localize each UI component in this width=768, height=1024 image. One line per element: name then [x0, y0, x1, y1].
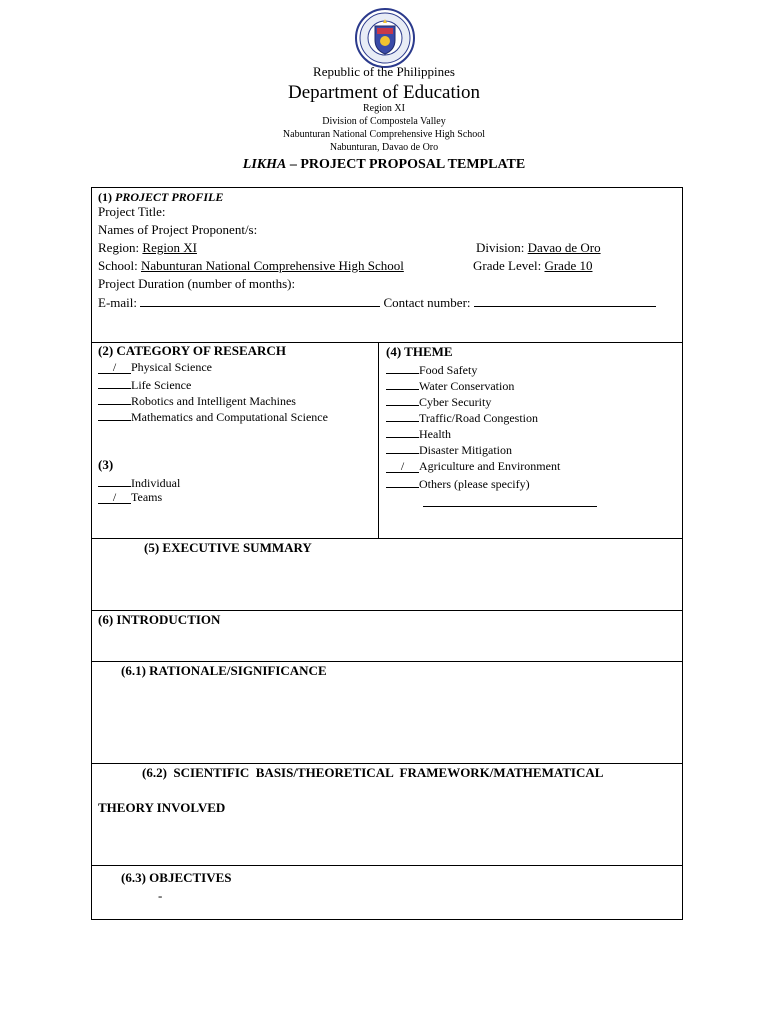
- school-field: [98, 258, 404, 274]
- category-item[interactable]: [98, 359, 212, 375]
- checkbox-blank[interactable]: [98, 473, 131, 487]
- department-title: Department of Education: [287, 82, 481, 103]
- participation-item[interactable]: [98, 489, 162, 505]
- scientific-basis-heading: (6.2) SCIENTIFIC BASIS/THEORETICAL FRAMEWORK/MATHEMATICAL: [142, 765, 604, 780]
- row-divider: [92, 610, 682, 611]
- proposal-form-table: [91, 187, 683, 920]
- region-field: [98, 240, 197, 256]
- checkbox-blank[interactable]: /: [98, 360, 131, 374]
- region-value[interactable]: Region XI: [142, 240, 197, 255]
- row-divider: [92, 763, 682, 764]
- division-label: Division:: [476, 240, 528, 255]
- email-blank[interactable]: [140, 294, 380, 307]
- checkbox-blank[interactable]: [386, 360, 419, 374]
- title-rest: – PROJECT PROPOSAL TEMPLATE: [286, 157, 526, 172]
- grade-field: [473, 258, 592, 274]
- theme-label: Disaster Mitigation: [419, 443, 512, 457]
- checkbox-blank[interactable]: [386, 392, 419, 406]
- introduction-heading: (6) INTRODUCTION: [98, 612, 221, 627]
- title-likha: LIKHA: [242, 157, 287, 172]
- document-title: [0, 157, 768, 173]
- category-label: Robotics and Intelligent Machines: [131, 394, 296, 408]
- theme-label: Water Conservation: [419, 379, 515, 393]
- contact-label: Contact number:: [380, 295, 474, 310]
- theme-label: Food Safety: [419, 363, 478, 377]
- deped-seal-logo: [355, 8, 415, 68]
- checkbox-blank[interactable]: [386, 376, 419, 390]
- grade-value[interactable]: Grade 10: [544, 258, 593, 273]
- school-line: Nabunturan National Comprehensive High School: [282, 129, 486, 140]
- profile-number: (1): [98, 190, 115, 204]
- checkbox-blank[interactable]: [386, 408, 419, 422]
- theme-label: Health: [419, 427, 451, 441]
- email-contact-row: [98, 294, 656, 311]
- theme-label: Others (please specify): [419, 477, 530, 491]
- objectives-heading: (6.3) OBJECTIVES: [121, 870, 232, 885]
- theme-item[interactable]: [386, 440, 512, 458]
- division-field: [476, 240, 601, 256]
- division-line: Division of Compostela Valley: [322, 116, 446, 127]
- checkbox-blank[interactable]: /: [98, 490, 131, 504]
- checkbox-blank[interactable]: [386, 440, 419, 454]
- row-divider: [92, 661, 682, 662]
- checkbox-blank[interactable]: [386, 474, 419, 488]
- category-item[interactable]: [98, 407, 328, 425]
- column-divider: [378, 342, 379, 538]
- theme-item[interactable]: [386, 474, 530, 492]
- proponents-label: Names of Project Proponent/s:: [98, 222, 258, 237]
- republic-line: Republic of the Philippines: [313, 64, 455, 79]
- division-value[interactable]: Davao de Oro: [527, 240, 601, 255]
- row-divider: [92, 865, 682, 866]
- others-specify-blank[interactable]: [423, 494, 597, 507]
- region-line: Region XI: [363, 103, 405, 114]
- theme-heading: (4) THEME: [386, 344, 453, 359]
- grade-label: Grade Level:: [473, 258, 545, 273]
- participation-label: Individual: [131, 476, 181, 490]
- theme-item[interactable]: [386, 458, 560, 474]
- theme-label: Cyber Security: [419, 395, 492, 409]
- objectives-bullet: -: [158, 888, 163, 903]
- profile-heading-text: PROJECT PROFILE: [115, 190, 224, 204]
- scientific-basis-heading-cont: THEORY INVOLVED: [98, 800, 226, 815]
- rationale-heading: (6.1) RATIONALE/SIGNIFICANCE: [121, 663, 327, 678]
- participation-heading: (3): [98, 457, 114, 472]
- theme-label: Traffic/Road Congestion: [419, 411, 538, 425]
- school-label: School:: [98, 258, 141, 273]
- contact-blank[interactable]: [474, 294, 656, 307]
- checkbox-blank[interactable]: [98, 407, 131, 421]
- school-value[interactable]: Nabunturan National Comprehensive High School: [140, 258, 404, 273]
- project-title-label: Project Title:: [98, 204, 166, 219]
- category-label: Physical Science: [131, 360, 212, 374]
- checkbox-blank[interactable]: [386, 424, 419, 438]
- region-label: Region:: [98, 240, 143, 255]
- participation-label: Teams: [131, 490, 163, 504]
- checkbox-blank[interactable]: [98, 375, 131, 389]
- theme-label: Agriculture and Environment: [419, 459, 561, 473]
- email-label: E-mail:: [98, 295, 141, 310]
- location-line: Nabunturan, Davao de Oro: [329, 142, 439, 153]
- project-profile-heading: [98, 189, 223, 205]
- category-heading: (2) CATEGORY OF RESEARCH: [98, 343, 286, 358]
- category-label: Mathematics and Computational Science: [131, 410, 328, 424]
- row-divider: [92, 538, 682, 539]
- checkbox-blank[interactable]: [98, 391, 131, 405]
- executive-summary-heading: (5) EXECUTIVE SUMMARY: [144, 540, 312, 555]
- category-label: Life Science: [131, 378, 192, 392]
- checkbox-blank[interactable]: /: [386, 459, 419, 473]
- duration-label: Project Duration (number of months):: [98, 276, 296, 291]
